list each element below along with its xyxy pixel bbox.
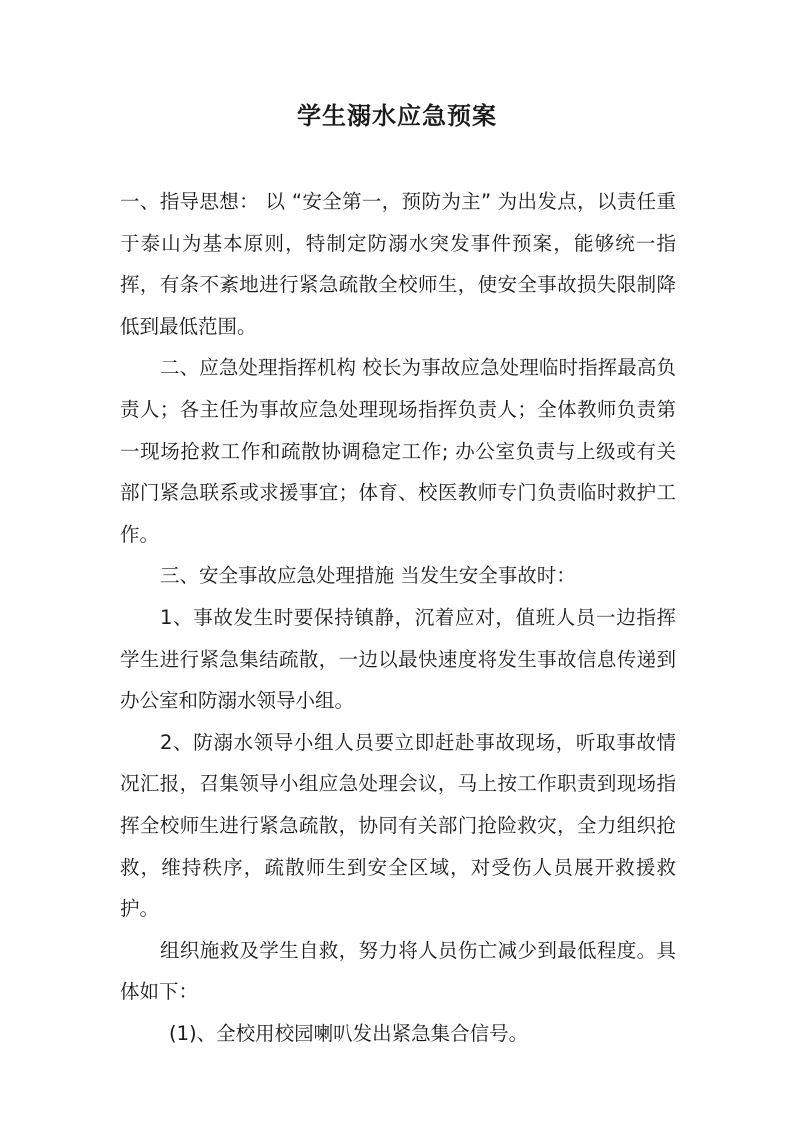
paragraph-rescue-details: 组织施救及学生自救，努力将人员伤亡减少到最低程度。具体如下： [120,938,676,1004]
paragraph-guiding-principle: 一、指导思想： 以 “安全第一，预防为主” 为出发点，以责任重于泰山为基本原则，特制定防溺水突发事件预案，能够统一指挥，有条不紊地进行紧急疏散全校师生，使安全事故损失限制降低到最低范围。 [120,190,676,338]
document-title: 学生溺水应急预案 [297,102,497,130]
paragraph-measure-1: 1、事故发生时要保持镇静，沉着应对，值班人员一边指挥学生进行紧急集结疏散，一边以最快速度将发生事故信息传递到办公室和防溺水领导小组。 [120,605,676,713]
list-item-1: (1)、全校用校园喇叭发出紧急集合信号。 [169,1021,529,1045]
paragraph-measure-2: 2、防溺水领导小组人员要立即赶赴事故现场，听取事故情况汇报，召集领导小组应急处理会议，马上按工作职责到现场指挥全校师生进行紧急疏散，协同有关部门抢险救灾，全力组织抢救，维持秩序，疏散师生到安全区域，对受伤人员展开救援救护。 [120,730,676,921]
paragraph-command-structure: 二、应急处理指挥机构 校长为事故应急处理临时指挥最高负责人；各主任为事故应急处理现场指挥负责人；全体教师负责第一现场抢救工作和疏散协调稳定工作; 办公室负责与上级或有关部门紧急联系或求援事宜；体育、校医教师专门负责临时救护工作。 [120,356,676,546]
document-body [120,181,676,1054]
paragraph-measures-heading: 三、安全事故应急处理措施 当发生安全事故时： [160,564,576,588]
